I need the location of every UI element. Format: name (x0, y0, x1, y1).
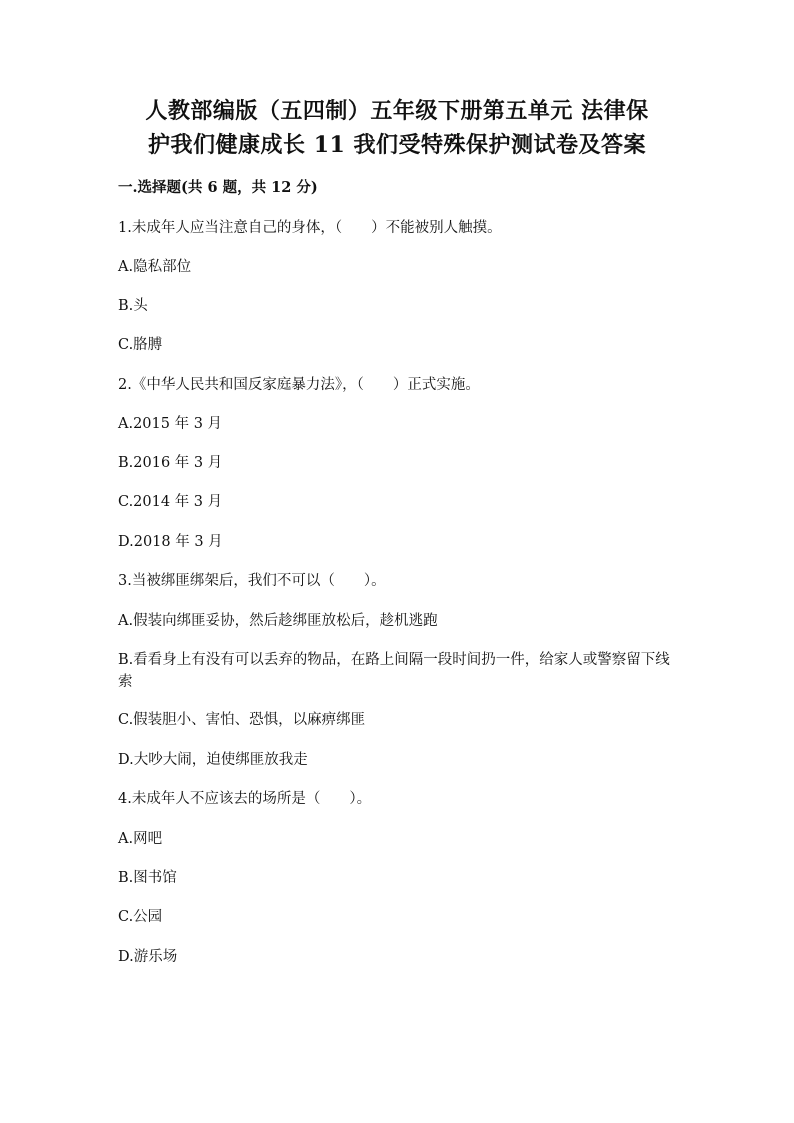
question-1-option-a: A.隐私部位 (118, 259, 192, 275)
question-4-option-b: B.图书馆 (118, 870, 177, 886)
question-3-option-d: D.大吵大闹，迫使绑匪放我走 (118, 752, 308, 768)
page-title-line-1: 人教部编版（五四制）五年级下册第五单元 法律保 (145, 98, 649, 124)
question-2-option-b: B.2016 年 3 月 (118, 455, 223, 471)
question-1-option-b: B.头 (118, 298, 148, 314)
question-4-option-d: D.游乐场 (118, 949, 178, 965)
question-2-stem: 2.《中华人民共和国反家庭暴力法》，（ ）正式实施。 (118, 377, 480, 393)
question-2-option-d: D.2018 年 3 月 (118, 534, 223, 550)
question-2-option-c: C.2014 年 3 月 (118, 494, 223, 510)
question-4-stem: 4.未成年人不应该去的场所是（ ）。 (118, 791, 372, 807)
question-3-option-b: B.看看身上有没有可以丢弃的物品，在路上间隔一段时间扔一件，给家人或警察留下线索 (118, 652, 670, 690)
page-title (100, 94, 694, 162)
question-3-option-c: C.假装胆小、害怕、恐惧，以麻痹绑匪 (118, 712, 366, 728)
section-heading: 一.选择题(共 6 题，共 12 分) (118, 179, 318, 196)
question-3-option-a: A.假装向绑匪妥协，然后趁绑匪放松后，趁机逃跑 (118, 613, 438, 629)
question-3-stem: 3.当被绑匪绑架后，我们不可以（ ）。 (118, 573, 386, 589)
question-4-option-c: C.公园 (118, 909, 163, 925)
question-4-option-a: A.网吧 (118, 831, 163, 847)
question-1-option-c: C.胳膊 (118, 337, 163, 353)
question-2-option-a: A.2015 年 3 月 (118, 416, 223, 432)
question-1-stem: 1.未成年人应当注意自己的身体，（ ）不能被别人触摸。 (118, 220, 502, 236)
page-title-line-2: 护我们健康成长 11 我们受特殊保护测试卷及答案 (148, 132, 646, 158)
